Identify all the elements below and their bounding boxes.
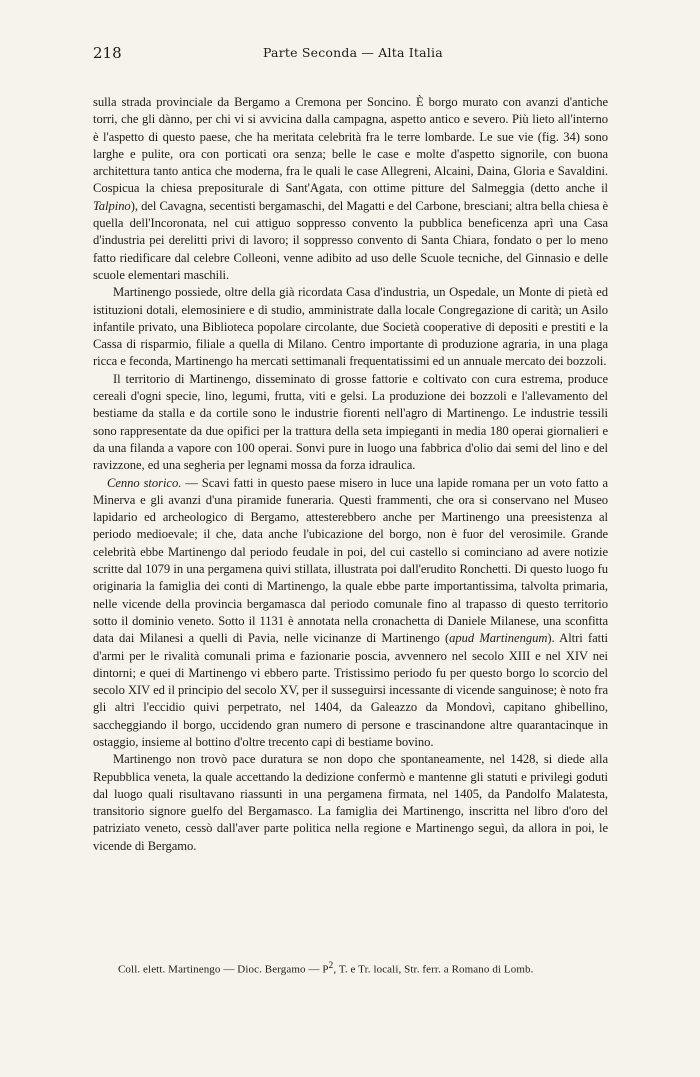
- paragraph-venetian-rule: [93, 751, 608, 855]
- body-text: [93, 94, 608, 855]
- paragraph-text: — Scavi fatti in questo paese misero in luce una lapide romana per un voto fatto a Minerva e gli avanzi d'una piramide funeraria. Questi frammenti, che ora si conservano nel Museo lapidario ed archeologico di Bergamo, attesterebbero anche per Martinengo una preesistenza al periodo medioevale; il che, data anche l'ubicazione del borgo, non è fuor del verosimile. Grande celebrità ebbe Martinengo dal periodo feudale in poi, del cui castello si cominciano ad avere notizie scritte dal 1079 in una pergamena quivi stillata, illustrata poi dall'erudito Ronchetti. Di questo luogo fu originaria la famiglia dei conti di Martinengo, la quale ebbe parte importantissima, talvolta primaria, nelle vicende della provincia bergamasca dal periodo comunale fino al trapasso di questo territorio sotto il dominio veneto. Sotto il 1131 è annotata nella cronachetta di Daniele Milanese, una sconfitta data dai Milanesi a quelli di Pavia, nelle vicinanze di Martinengo (: [93, 475, 608, 646]
- paragraph-text: ), del Cavagna, secentisti bergamaschi, del Magatti e del Carbone, bresciani; altra bella chiesa è quella dell'Incoronata, nel cui attiguo soppresso convento la pubblica beneficenza aprì una Casa d'industria pei derelitti privi di lavoro; il soppresso convento di Santa Chiara, fondato o per lo meno fatto riedificare dal celebre Colleoni, venne adibito ad uso delle Scuole tecniche, del Ginnasio e delle scuole elementari maschili.: [93, 198, 608, 282]
- footer-text: , T. e Tr. locali, Str. ferr. a Romano di Lomb.: [333, 963, 534, 976]
- paragraph-historical-notes: [93, 475, 608, 752]
- footer-note: [118, 960, 618, 976]
- paragraph-text: Martinengo non trovò pace duratura se non dopo che spontaneamente, nel 1428, si diede alla Repubblica veneta, la quale accettando la dedizione confermò e mantenne gli statuti e privilegi goduti dal luogo quali risultavano riassunti in una pergamena firmata, nel 1405, da Pandolfo Malatesta, transitorio signore guelfo del Bergamasco. La famiglia dei Martinengo, inscritta nel libro d'oro del patriziato veneto, cessò dall'aver parte politica nella regione e Martinengo seguì, da allora in poi, le vicende di Bergamo.: [93, 752, 608, 853]
- paragraph-text: Martinengo possiede, oltre della già ricordata Casa d'industria, un Ospedale, un Monte di pietà ed istituzioni dotali, elemosiniere e di studio, amministrate dalla locale Congregazione di carità; un Asilo infantile privato, una Biblioteca popolare circolante, due Società cooperative di depositi e prestiti e la Cassa di risparmio, filiale a quella di Milano. Centro importante di produzione agraria, in una plaga ricca e feconda, Martinengo ha mercati settimanali frequentatissimi ed un annuale mercato dei bozzoli.: [93, 285, 608, 369]
- page-header: [93, 44, 608, 64]
- section-heading-italic: Cenno storico.: [107, 475, 182, 490]
- footer-superscript: 2: [328, 960, 334, 970]
- paragraph-text: sulla strada provinciale da Bergamo a Cremona per Soncino. È borgo murato con avanzi d'antiche torri, che gli dànno, per chi vi si avvicina dalla campagna, aspetto antico e severo. Più lieto all'interno è l'aspetto di questo paese, che ha meritata celebrità fra le terre lombarde. Le sue vie (fig. 34) sono larghe e pulite, ora con porticati ora senza; belle le case e molte d'aspetto signorile, con buona architettura tanto antica che moderna, fra le quali le case Allegreni, Alcaini, Daina, Gloria e Savaldini. Cospicua la chiesa prepositurale di Sant'Agata, con ottime pitture del Salmeggia (detto anche il: [93, 95, 608, 196]
- paragraph-text: Il territorio di Martinengo, disseminato di grosse fattorie e coltivato con cura estrema, produce cereali d'ogni specie, lino, legumi, frutta, viti e gelsi. La produzione dei bozzoli e l'allevamento del bestiame da stalla e da cortile sono le industrie fiorenti nell'agro di Martinengo. Le industrie tessili sono rappresentate da due opifici per la trattura della seta impieganti in media 180 operai giornalieri e da una filanda a vapore con 100 operai. Sonvi pure in luogo una fabbrica d'olio dai semi del lino e del ravizzone, ed una segheria per legnami mossa da forza idraulica.: [93, 371, 608, 473]
- paragraph-text: ). Altri fatti d'armi per le rivalità comunali prima e fazionarie poscia, avvennero nel secolo XIII e nel XIV nei dintorni; e quei di Martinengo vi ebbero parte. Tristissimo periodo fu per questo borgo lo scorcio del secolo XIV ed il principio del secolo XV, per il susseguirsi incessante di vicende sanguinose; è noto fra gli altri l'eccidio quivi perpetrato, nel 1404, da Galeazzo da Mondovì, capitano ghibellino, saccheggiando il borgo, uccidendo gran numero di persone e trascinandone altre quarantacinque in ostaggio, insieme al bottino d'oltre trecento capi di bestiame bovino.: [93, 631, 609, 749]
- paragraph-town-description: [93, 94, 608, 284]
- italic-latin-phrase: apud Martinengum: [449, 631, 548, 646]
- running-title: Parte Seconda — Alta Italia: [263, 45, 443, 60]
- paragraph-territory: [93, 371, 608, 475]
- italic-nickname: Talpino: [93, 198, 131, 213]
- paragraph-institutions: [93, 284, 608, 370]
- footer-text: Coll. elett. Martinengo — Dioc. Bergamo — P: [118, 963, 329, 976]
- page-number: 218: [93, 44, 122, 62]
